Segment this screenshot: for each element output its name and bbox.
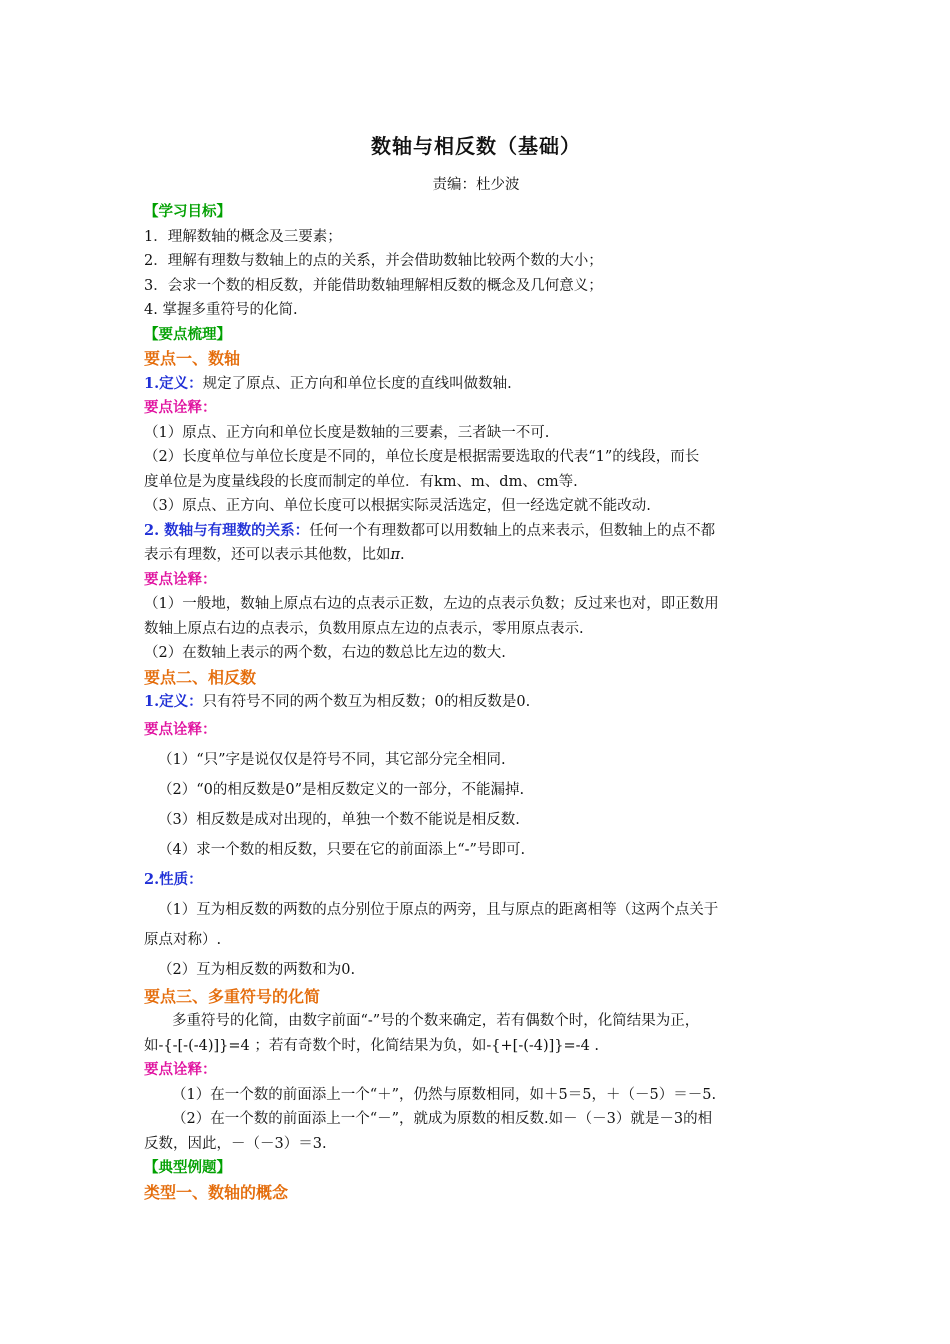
property-line: （2）互为相反数的两数和为0. — [158, 961, 356, 978]
definition-label: 1.定义： — [144, 693, 203, 710]
relation-line — [144, 519, 808, 544]
goal-item: 3．会求一个数的相反数，并能借助数轴理解相反数的概念及几何意义； — [144, 277, 603, 294]
point2-heading: 要点二、相反数 — [144, 667, 257, 687]
note-line: （1）一般地，数轴上原点右边的点表示正数，左边的点表示负数；反过来也对，即正数用 — [144, 596, 719, 612]
point2-definition — [144, 690, 808, 715]
relation-label: 2. 数轴与有理数的关系： — [144, 521, 310, 539]
pi-symbol: π — [390, 547, 401, 563]
document-page — [144, 130, 808, 1205]
note-line: （1）“只”字是说仅仅是符号不同，其它部分完全相同. — [158, 751, 506, 768]
relation-text: 任何一个有理数都可以用数轴上的点来表示，但数轴上的点不都 — [309, 522, 716, 539]
definition-label: 1.定义： — [144, 374, 203, 392]
note-line: （1）原点、正方向和单位长度是数轴的三要素，三者缺一不可. — [144, 424, 550, 441]
point1-definition — [144, 372, 808, 397]
definition-text: 规定了原点、正方向和单位长度的直线叫做数轴. — [202, 375, 512, 392]
note-line: 数轴上原点右边的点表示，负数用原点左边的点表示，零用原点表示. — [144, 620, 584, 637]
property-line: （1）互为相反数的两数的点分别位于原点的两旁，且与原点的距离相等（这两个点关于 — [158, 901, 719, 918]
relation-line — [144, 543, 808, 568]
examples-heading: 【典型例题】 — [144, 1159, 231, 1176]
note-label: 要点诠释： — [144, 720, 217, 738]
points-heading: 【要点梳理】 — [144, 325, 231, 343]
note-line: （4）求一个数的相反数，只要在它的前面添上“-”号即可. — [158, 841, 526, 858]
note-label: 要点诠释： — [144, 399, 217, 416]
note-line: （1）在一个数的前面添上一个“＋”，仍然与原数相同，如＋5＝5，＋（－5）＝－5. — [172, 1086, 717, 1103]
relation-text: 表示有理数，还可以表示其他数，比如 — [144, 547, 391, 563]
note-line: （3）原点、正方向、单位长度可以根据实际灵活选定，但一经选定就不能改动. — [144, 498, 651, 514]
note-line: （3）相反数是成对出现的，单独一个数不能说是相反数. — [158, 811, 520, 828]
point3-heading: 要点三、多重符号的化简 — [144, 986, 321, 1006]
property-line: 原点对称）. — [144, 931, 222, 948]
editor-line: 责编：杜少波 — [432, 177, 520, 193]
point3-text: 多重符号的化简，由数字前面“-”号的个数来确定，若有偶数个时，化简结果为正， — [172, 1013, 700, 1029]
note-line: （2）在一个数的前面添上一个“－”，就成为原数的相反数.如－（－3）就是－3的相 — [172, 1111, 713, 1127]
note-line: （2）在数轴上表示的两个数，右边的数总比左边的数大. — [144, 645, 506, 661]
point1-heading: 要点一、数轴 — [144, 349, 241, 368]
note-line: 度单位是为度量线段的长度而制定的单位．有km、m、dm、cm等. — [144, 473, 578, 490]
goal-item: 1．理解数轴的概念及三要素； — [144, 228, 342, 245]
goal-item: 2．理解有理数与数轴上的点的关系，并会借助数轴比较两个数的大小； — [144, 253, 603, 269]
goal-item: 4. 掌握多重符号的化简. — [144, 302, 298, 318]
note-line: （2）长度单位与单位长度是不同的，单位长度是根据需要选取的代表“1”的线段，而长 — [144, 449, 700, 465]
definition-text: 只有符号不同的两个数互为相反数；0的相反数是0. — [202, 694, 531, 710]
note-label: 要点诠释： — [144, 1061, 217, 1078]
point3-text: 如-{-[-(-4)]}=4 ；若有奇数个时，化简结果为负，如-{+[-(-4)]}=-4 . — [144, 1037, 600, 1054]
type1-heading: 类型一、数轴的概念 — [144, 1182, 289, 1202]
note-line: 反数，因此，－（－3）＝3. — [144, 1135, 327, 1152]
goals-heading: 【学习目标】 — [144, 203, 231, 220]
note-label: 要点诠释： — [144, 570, 217, 588]
note-line: （2）“0的相反数是0”是相反数定义的一部分，不能漏掉. — [158, 781, 525, 798]
page-title: 数轴与相反数（基础） — [371, 134, 581, 158]
property-label: 2.性质： — [144, 870, 203, 888]
relation-end: . — [400, 547, 405, 563]
